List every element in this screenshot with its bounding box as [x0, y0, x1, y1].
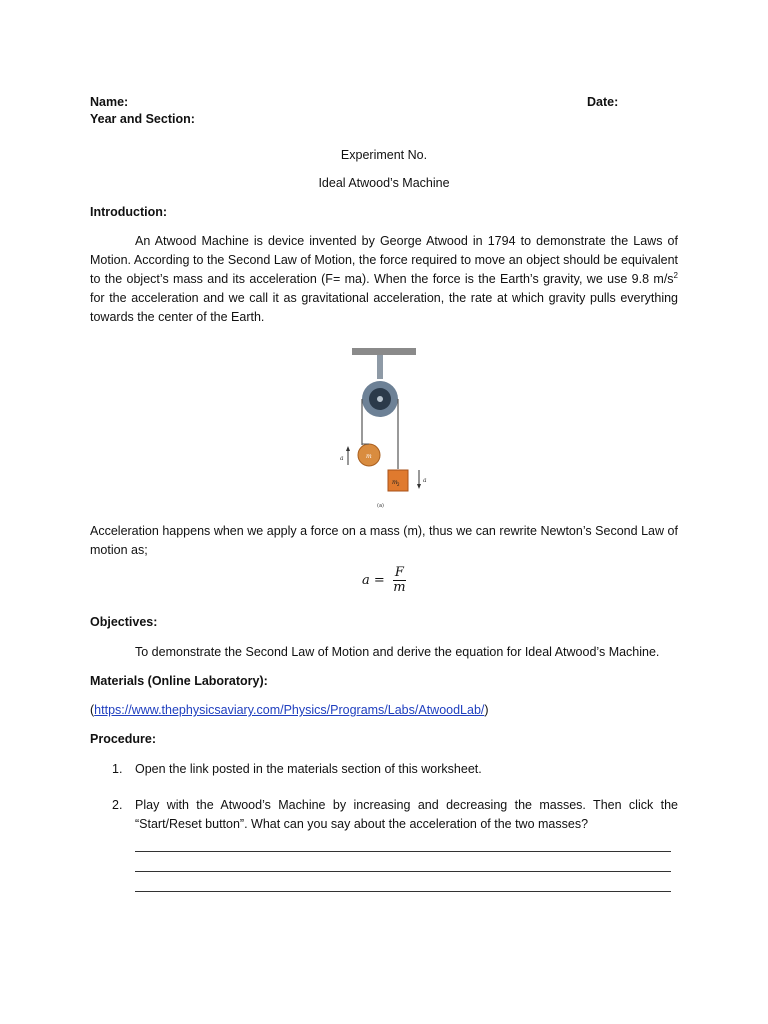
- step-1-text: Open the link posted in the materials section of this worksheet.: [135, 762, 482, 776]
- answer-lines[interactable]: [135, 832, 671, 892]
- close-paren: ): [484, 703, 489, 717]
- accel-left-label: a: [340, 455, 344, 462]
- introduction-superscript: 2: [673, 270, 678, 280]
- step-2-number: 2.: [112, 798, 123, 812]
- step-2-text: Play with the Atwood’s Machine by increasing and decreasing the masses. Then click the “Start/Reset button”. What can you say about the acceleration of the two masses?: [135, 798, 678, 831]
- date-label: Date:: [587, 95, 619, 109]
- introduction-heading: Introduction:: [90, 205, 168, 219]
- answer-line[interactable]: [135, 832, 671, 852]
- formula-fraction: [393, 566, 406, 595]
- atwood-lab-link[interactable]: https://www.thephysicsaviary.com/Physics/Programs/Labs/AtwoodLab/: [94, 703, 485, 717]
- introduction-paragraph: [90, 232, 678, 327]
- answer-line[interactable]: [135, 872, 671, 892]
- mass-2-label: m: [392, 479, 398, 486]
- name-label: Name:: [90, 95, 129, 109]
- materials-heading: Materials (Online Laboratory):: [90, 674, 268, 688]
- mass-2-subscript: 2: [397, 482, 400, 487]
- atwood-machine-diagram: [335, 343, 435, 513]
- answer-line[interactable]: [135, 852, 671, 872]
- mass-1-label: m: [366, 453, 372, 460]
- procedure-step-1: [112, 760, 678, 779]
- open-paren: (: [90, 703, 95, 717]
- pulley-axle: [377, 396, 383, 402]
- materials-link-line: [90, 701, 489, 720]
- introduction-text-1: An Atwood Machine is device invented by George Atwood in 1794 to demonstrate the Laws of Motion. According to the Second Law of Motion, the force required to move an object should be equivalent to the object’s mass and its acceleration (F= ma). When the force is the Earth’s gravity, we use 9.8 m/s: [90, 234, 678, 286]
- atwood-machine-figure: [335, 343, 435, 513]
- accel-arrow-up-head: [346, 446, 350, 451]
- formula-denominator: m: [393, 580, 406, 595]
- ceiling-bar: [352, 348, 416, 355]
- experiment-title: Ideal Atwood’s Machine: [318, 176, 450, 190]
- acceleration-paragraph: Acceleration happens when we apply a force on a mass (m), thus we can rewrite Newton’s Second Law of motion as;: [90, 524, 678, 557]
- objectives-text: To demonstrate the Second Law of Motion and derive the equation for Ideal Atwood’s Machine.: [135, 645, 660, 659]
- step-1-number: 1.: [112, 762, 123, 776]
- pulley-support: [377, 355, 383, 379]
- formula-lhs: a =: [362, 573, 385, 588]
- introduction-text-2: for the acceleration and we call it as gravitational acceleration, the rate at which gravity pulls everything towards the center of the Earth.: [90, 291, 678, 324]
- newton-formula: [362, 566, 406, 595]
- objectives-heading: Objectives:: [90, 615, 158, 629]
- accel-right-label: a: [423, 477, 427, 484]
- procedure-heading: Procedure:: [90, 732, 156, 746]
- procedure-step-2: [112, 796, 678, 834]
- mass-2-block: [388, 470, 408, 491]
- experiment-number: Experiment No.: [340, 148, 428, 162]
- year-section-label: Year and Section:: [90, 112, 195, 126]
- formula-numerator: F: [394, 565, 404, 580]
- accel-arrow-down-head: [417, 484, 421, 489]
- figure-caption: (a): [377, 503, 384, 509]
